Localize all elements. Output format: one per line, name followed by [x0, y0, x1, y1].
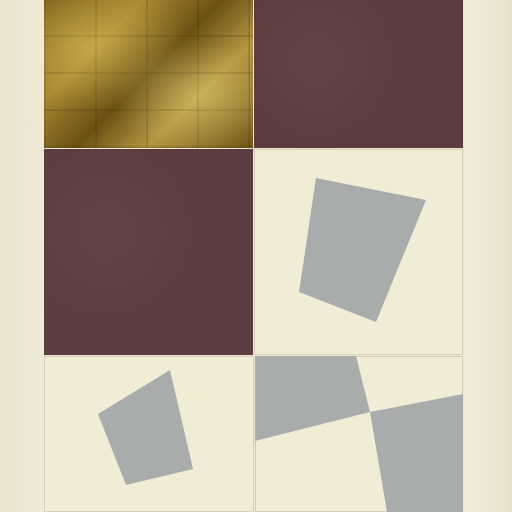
grey-quadrilateral-bottom-right-upper: [255, 356, 370, 441]
grey-quadrilateral-middle-right: [299, 178, 426, 322]
grey-quadrilateral-bottom-left: [98, 370, 193, 485]
grey-quadrilateral-bottom-right-lower: [370, 394, 463, 512]
